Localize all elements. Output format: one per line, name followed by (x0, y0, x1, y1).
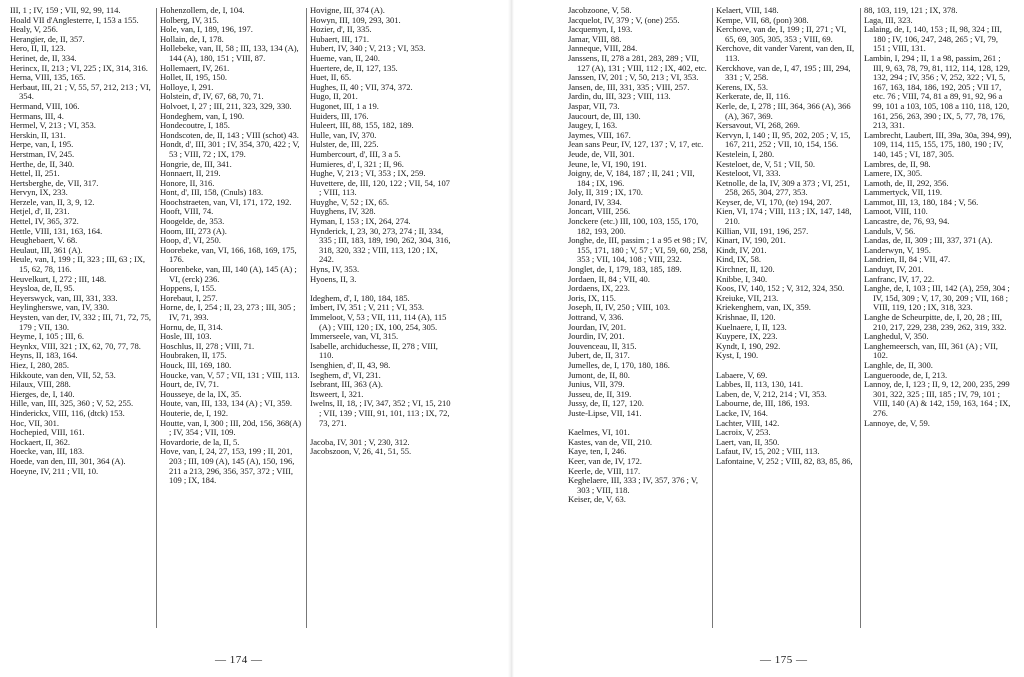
right-page-column-3 (864, 6, 1012, 644)
index-entry: Kindt, IV, 201. (716, 244, 767, 255)
index-entry: Hulster, de, III, 225. (310, 139, 379, 150)
index-entry: Kaelmes, VI, 101. (568, 427, 630, 438)
index-entry: Kastes, van de, VII, 210. (568, 436, 653, 447)
index-entry: Hoorenbeke, van, III, 140 (A), 145 (A) ; VI, (erck) 236. (160, 264, 299, 284)
index-entry: Isabelle, archiduchesse, II, 278 ; VIII, 110. (310, 340, 441, 361)
index-entry: Kesteloot, VI, 333. (716, 168, 781, 179)
index-entry: Hyoens, II, 3. (310, 273, 357, 284)
index-entry: Hohenzollern, de, I, 104. (160, 5, 245, 15)
index-entry: Holberg, IV, 315. (160, 14, 219, 25)
index-entry: Kempe, VII, 68, (pon) 308. (716, 14, 809, 25)
index-entry: Holstein, d', IV, 67, 68, 70, 71. (160, 91, 264, 102)
index-entry: Hiez, I, 280, 285. (10, 359, 70, 370)
index-entry: Huet, II, 65. (310, 72, 352, 83)
index-entry: Heynkx, VIII, 321 ; IX, 62, 70, 77, 78. (10, 340, 141, 351)
index-entry: Joncart, VIII, 256. (568, 206, 631, 217)
index-entry: Hilaux, VIII, 288. (10, 379, 71, 390)
index-entry: Hettle, VIII, 131, 163, 164. (10, 225, 103, 236)
index-entry: Jardin, du, III, 323 ; VIII, 113. (568, 91, 671, 102)
index-entry: III, 1 ; IV, 159 ; VII, 92, 99, 114. (10, 5, 121, 15)
index-entry: Jonckere (etc.) III, 100, 103, 155, 170, 182, 193, 200. (568, 216, 701, 236)
right-page (516, 0, 1016, 677)
index-entry: Humbercourt, d', III, 3 a 5. (310, 148, 401, 159)
index-entry: Hoeyne, IV, 211 ; VII, 10. (10, 465, 99, 476)
index-entry: Jeude, de, VII, 301. (568, 148, 635, 159)
index-entry: Kuypere, IX, 223. (716, 331, 778, 342)
index-entry: Lalaing, de, I, 140, 153 ; II, 98, 324 ; III, 180 ; IV, 106, 247, 248, 265 ; VI, 79, 151 ; VIII, 131. (864, 24, 1004, 54)
index-entry: Kestelein, I, 280. (716, 148, 775, 159)
index-entry: Hugonet, III, 1 a 19. (310, 100, 379, 111)
index-entry: Kerckhove, van de, I, 47, 195 ; III, 294, 331 ; V, 258. (716, 62, 853, 83)
index-entry: Knibbe, I, 340. (716, 273, 768, 284)
index-entry: Hughes, II, 40 ; VII, 374, 372. (310, 81, 413, 92)
index-entry: Kerens, IX, 53. (716, 81, 768, 92)
index-entry: Hole, van, I, 189, 196, 197. (160, 24, 253, 35)
index-entry: Kelaert, VIII, 148. (716, 5, 779, 15)
index-entry: Lamoth, de, II, 292, 356. (864, 177, 949, 188)
index-entry: Isebrant, III, 363 (A). (310, 379, 383, 390)
index-entry: Kien, VI, 174 ; VIII, 113 ; IX, 147, 148, 210. (716, 206, 854, 227)
index-entry: Hornu, de, II, 314. (160, 321, 223, 332)
index-entry: Keerle, de, VIII, 117. (568, 465, 641, 476)
index-entry: Keyser, de, VI, 170, (te) 194, 207. (716, 196, 832, 207)
index-entry: Lambin, I, 294 ; II, 1 a 98, passim, 261 ; III, 9, 63, 78, 79, 81, 112, 114, 128, 129, 132, 294 ; IV, 356 ; V, 252, 322 ; VI, 5, 167, 163, 184, 186, 192, 205 ; VII 17, etc. 76 ; VIII, 74, 81 a 89, 91, 92, 96 a 99, 101 a 103, 105, 108 a 110, 118, 120, 161, 256, 263, 390 ; IX, 5, 77, 78, 176, 213, 331. (864, 52, 1012, 131)
index-entry: Hondt, d', III, 301 ; IV, 354, 370, 422 ; V, 53 ; VIII, 72 ; IX, 179. (160, 139, 302, 159)
index-entry: Jacoba, IV, 301 ; V, 230, 312. (310, 436, 410, 447)
index-entry: Hyman, I, 153 ; IX, 264, 274. (310, 216, 411, 227)
index-entry: Lannoye, de, V, 59. (864, 417, 930, 428)
left-page (10, 0, 506, 677)
index-entry: Jordaen, II, 84 ; VII, 40. (568, 273, 650, 284)
index-entry: Keer, van de, IV, 172. (568, 455, 642, 466)
index-entry: Hermans, III, 4. (10, 110, 64, 121)
index-entry: Jumont, de, II, 80. (568, 369, 630, 380)
index-entry: Hoede, van den, III, 301, 364 (A). (10, 455, 126, 466)
index-entry: Laert, van, II, 350. (716, 436, 780, 447)
index-entry: Holvoet, I, 27 ; III, 211, 323, 329, 330. (160, 100, 292, 111)
index-entry: Langhe de Scheurpitte, de, I, 20, 28 ; III, 210, 217, 229, 238, 239, 262, 319, 332. (864, 312, 1007, 332)
index-entry: Hoppens, I, 155. (160, 283, 217, 294)
index-entry: Heyerswyck, van, III, 331, 333. (10, 292, 118, 303)
index-entry: Hourt, de, IV, 71. (160, 379, 219, 390)
index-entry: Jubert, de, II, 317. (568, 350, 630, 361)
index-entry: Lammertyck, VII, 119. (864, 187, 942, 198)
index-entry: Laga, III, 323. (864, 14, 913, 25)
index-entry: Hondeghem, van, I, 190. (160, 110, 245, 121)
index-entry: Hongrie, de, III, 341. (160, 158, 232, 169)
index-entry: Hozier, d', II, 335. (310, 24, 372, 35)
index-entry: Kervyn, I, 140 ; II, 95, 202, 205 ; V, 15, 167, 211, 252 ; VII, 10, 154, 156. (716, 129, 853, 150)
index-entry: Jouvenceau, II, 315. (568, 340, 637, 351)
index-entry: Immeloot, V, 53 ; VII, 111, 114 (A), 115 (A) ; VIII, 120 ; IX, 100, 254, 305. (310, 312, 449, 332)
index-entry: Landerwyn, V, 195. (864, 244, 931, 255)
index-entry: Jacobzoone, V, 58. (568, 5, 632, 15)
index-entry: Lachter, VIII, 142. (716, 417, 780, 428)
index-entry: Hoogelde, de, 353. (160, 216, 225, 227)
index-entry: Lancastre, de, 76, 93, 94. (864, 216, 950, 227)
index-entry: Hueme, van, II, 240. (310, 52, 380, 63)
book-gutter (508, 0, 514, 677)
index-entry: Howyn, III, 109, 293, 301. (310, 14, 401, 25)
index-entry: Heughebaert, V. 68. (10, 235, 78, 246)
index-entry: Jonglet, de, I, 179, 183, 185, 189. (568, 264, 682, 275)
index-entry: Hierges, de, I, 140. (10, 388, 75, 399)
index-entry: Langhle, de, II, 300. (864, 359, 933, 370)
index-entry: Hont, d', III, 158, (Cnuls) 183. (160, 187, 264, 198)
index-entry: Herincx, II, 213 ; VI, 225 ; IX, 314, 316. (10, 62, 148, 73)
index-entry: Hervyn, IX, 233. (10, 187, 68, 198)
index-entry: Heuvelkurt, I, 272 ; III, 148. (10, 273, 107, 284)
index-entry: Kerchove, dit vander Varent, van den, II, 113. (716, 43, 857, 63)
index-entry: Joris, IX, 115. (568, 292, 616, 303)
index-entry: Joseph, II, IV, 250 ; VIII, 103. (568, 302, 670, 313)
index-entry: Hoorebeke, van, VI, 166, 168, 169, 175, 176. (160, 244, 299, 265)
index-entry: Jacquemyn, I, 193. (568, 24, 633, 35)
index-entry: Juste-Lipse, VII, 141. (568, 407, 642, 418)
index-entry: Jusseu, de, II, 319. (568, 388, 632, 399)
index-entry: Hoc, VII, 301. (10, 417, 60, 428)
index-entry: Janssens, II, 278 a 281, 283, 289 ; VII, 127 (A), 131 ; VIII, 112 ; IX, 402, etc. (568, 52, 707, 73)
index-entry: Jeune, le, VI, 190, 191. (568, 158, 647, 169)
index-entry: Hertsberghe, de, VII, 317. (10, 177, 99, 188)
index-entry: Landrien, II, 84 ; VII, 47. (864, 254, 951, 265)
index-entry: Jacquelot, IV, 379 ; V, (one) 255. (568, 14, 680, 25)
index-entry: Koos, IV, 140, 152 ; V, 312, 324, 350. (716, 283, 845, 294)
index-entry: Janssen, IV, 201 ; V, 50, 213 ; VI, 353. (568, 72, 699, 83)
index-entry: Hollain, de, I, 178. (160, 33, 224, 44)
index-entry: Housseye, de la, IX, 35. (160, 388, 242, 399)
index-entry: Herbaut, III, 21 ; V, 55, 57, 212, 213 ; VI, 354. (10, 81, 153, 102)
index-entry: Jottrand, V, 336. (568, 312, 624, 322)
index-entry: Hollemaert, IV, 261. (160, 62, 230, 73)
index-entry: Kaye, ten, I, 246. (568, 446, 627, 457)
index-entry: Lacroix, V, 253. (716, 427, 771, 438)
index-entry: Jansen, de, III, 331, 335 ; VIII, 257. (568, 81, 690, 92)
index-entry: Kreiuke, VII, 213. (716, 292, 779, 303)
index-entry: Langhe, de, I, 103 ; III, 142 (A), 259, 304 ; IV, 15d, 309 ; V, 17, 30, 209 ; VII, 168 ; VIII, 119, 120 ; IX, 318, 323. (864, 283, 1012, 313)
index-entry: Hoald VII d'Anglesterre, I, 153 a 155. (10, 14, 139, 25)
index-entry: Herthe, de, II, 340. (10, 158, 75, 169)
index-entry: Huyghens, IV, 328. (310, 206, 376, 217)
index-entry: Hochepied, VIII, 161. (10, 427, 85, 438)
index-entry: Jean sans Peur, IV, 127, 137 ; V, 17, etc. (568, 139, 704, 150)
index-entry: Kinart, IV, 190, 201. (716, 235, 786, 246)
index-entry: Heyme, I, 105 ; III, 6. (10, 331, 85, 342)
index-entry: Keghelaere, III, 333 ; IV, 357, 376 ; V, 303 ; VIII, 118. (568, 475, 701, 495)
right-page-column-2 (716, 6, 856, 644)
index-entry: Krishnae, II, 120. (716, 312, 776, 322)
index-entry: Hoschlus, II, 278 ; VIII, 71. (160, 340, 255, 351)
index-entry: Ketnolle, de la, IV, 309 a 373 ; VI, 251, 258, 265, 304, 277, 353. (716, 177, 852, 198)
index-entry: Hikkoute, van den, VII, 52, 53. (10, 369, 116, 380)
index-entry: Hero, II, II, 123. (10, 43, 66, 54)
index-entry: Jourdin, IV, 201. (568, 331, 625, 342)
index-entry: Herna, VIII, 135, 165. (10, 72, 86, 83)
index-entry: Kriekenghem, van, IX, 359. (716, 302, 811, 313)
index-entry: Iwelns, II, 18, ; IV, 347, 352 ; VI, 15, 210 ; VII, 139 ; VIII, 91, 101, 113 ; IX, 72, 73, 271. (310, 398, 453, 428)
right-page-column-1 (568, 6, 708, 644)
index-entry: Lambrecht, Laubert, III, 39a, 30a, 394, 99), 109, 114, 115, 155, 175, 180, 190 ; IV, 140, 145 ; VI, 187, 305. (864, 129, 1014, 159)
index-entry: Kerle, de, I, 278 ; III, 364, 366 (A), 366 (A), 367, 369. (716, 100, 853, 121)
index-entry: Hoop, d', VI, 250. (160, 235, 221, 246)
index-entry: Kyst, I, 190. (716, 350, 759, 361)
index-entry: Kuelnaere, I, II, 123. (716, 321, 787, 332)
index-entry: Killian, VII, 191, 196, 257. (716, 225, 809, 236)
index-entry: Hille, van, III, 325, 360 ; V, 52, 255. (10, 398, 134, 409)
index-entry: Junius, VII, 379. (568, 379, 625, 390)
index-entry: Heysloa, de, II, 95. (10, 283, 75, 294)
index-entry: Jonard, IV, 334. (568, 196, 622, 207)
index-entry: Hettel, IV, 365, 372. (10, 216, 79, 227)
index-entry: Jaspar, VII, 73. (568, 100, 620, 111)
index-entry: Herzele, van, II, 3, 9, 12. (10, 196, 95, 207)
index-entry: Joigny, de, V, 184, 187 ; II, 241 ; VII, 184 ; IX, 196. (568, 168, 697, 188)
index-entry: Lafaut, IV, 15, 202 ; VIII, 113. (716, 446, 820, 457)
index-entry: Hulle, van, IV, 370. (310, 129, 377, 140)
index-entry: Langhedul, V, 350. (864, 331, 929, 342)
index-entry: Honore, II, 316. (160, 177, 215, 188)
index-entry: Hooft, VIII, 74. (160, 206, 214, 217)
index-entry: Hosle, III, 103. (160, 331, 212, 342)
index-entry: Herstman, IV, 245. (10, 148, 75, 159)
index-entry: Herangier, de, II, 357. (10, 33, 85, 44)
index-entry: Jacobszoon, V, 26, 41, 51, 55. (310, 446, 412, 457)
index-entry: Hinderickx, VIII, 116, (dtck) 153. (10, 407, 125, 418)
index-entry: Houcke, van, V, 57 ; VII, 131 ; VIII, 113. (160, 369, 300, 380)
index-entry: Houtte, van, I, 300 ; III, 20d, 156, 368(A) ; IV, 354 ; VII, 109. (160, 417, 304, 438)
index-entry: Hondscoten, de, II, 143 ; VIII (schot) 43. (160, 129, 299, 140)
index-entry: Jourdan, IV, 201. (568, 321, 626, 332)
index-entry: Hollebeke, van, II, 58 ; III, 133, 134 (A), 144 (A), 180, 151 ; VIII, 87. (160, 43, 301, 63)
index-entry: Lacke, IV, 164. (716, 407, 768, 418)
index-entry: Herskin, II, 131. (10, 129, 66, 140)
index-entry: Kyndt, I, 190, 292. (716, 340, 781, 351)
index-entry: Horne, de, I, 254 ; II, 23, 273 ; III, 305 ; IV, 71, 393. (160, 302, 298, 322)
index-entry: Houck, III, 169, 180. (160, 359, 232, 370)
index-entry: Hettel, II, 251. (10, 168, 60, 179)
index-entry: Imbert, IV, 351 ; V, 211 ; VI, 353. (310, 302, 425, 313)
index-entry: Hughe, V, 213 ; VI, 353 ; IX, 259. (310, 168, 426, 179)
column-rule (860, 8, 861, 628)
index-entry: Iseghem, d', VI, 231. (310, 369, 381, 380)
index-entry: Huiders, III, 176. (310, 110, 369, 121)
index-entry: Langhemeersch, van, III, 361 (A) ; VII, 102. (864, 340, 1001, 361)
index-entry: Landuyt, IV, 201. (864, 264, 924, 275)
index-entry: Horebaut, I, 257. (160, 292, 218, 303)
index-entry: Holloye, I, 291. (160, 81, 214, 92)
index-entry: Hoochstraeten, van, VI, 171, 172, 192. (160, 196, 292, 207)
left-page-number: — 174 — (215, 654, 263, 666)
index-entry: Humieres, d', I, 321 ; II, 96. (310, 158, 404, 169)
index-entry: Langueroode, de, I, 213. (864, 369, 948, 380)
index-entry: Kind, IX, 58. (716, 254, 761, 265)
index-entry: Hovardorie, de la, II, 5. (160, 436, 240, 447)
column-rule (156, 8, 157, 628)
index-entry: Herpe, van, I, 195. (10, 139, 74, 150)
index-entry: Isenghien, d', II, 43, 98. (310, 359, 391, 370)
index-entry: Lamoot, VIII, 110. (864, 206, 928, 217)
index-entry: Lanfranc, IV, 17, 22. (864, 273, 935, 284)
index-entry: Heyns, II, 183, 164. (10, 350, 78, 361)
index-entry: Heulaut, III, 361 (A). (10, 244, 83, 255)
index-entry: Labourne, de, III, 186, 193. (716, 398, 810, 409)
column-rule (712, 8, 713, 628)
index-entry: Jaucourt, de, III, 130. (568, 110, 641, 121)
left-page-column-3 (310, 6, 452, 644)
index-entry: Hockaert, II, 362. (10, 436, 70, 447)
index-entry: Jaugey, I, 163. (568, 120, 618, 131)
index-entry: Houbraken, II, 175. (160, 350, 227, 361)
index-entry: Houte, van, III, 133, 134 (A) ; VI, 359. (160, 398, 292, 409)
index-entry: Hermel, V, 213 ; VI, 353. (10, 120, 96, 131)
index-entry: Herinet, de, II, 334. (10, 52, 77, 63)
index-entry: Lammot, III, 13, 180, 184 ; V, 56. (864, 196, 979, 207)
index-entry: Lambres, de, II, 98. (864, 158, 931, 169)
index-entry: Huleert, III, 88, 155, 182, 189. (310, 120, 414, 131)
index-entry: Jordaens, IX, 223. (568, 283, 630, 294)
index-entry: Lafontaine, V, 252 ; VIII, 82, 83, 85, 86, (716, 455, 853, 466)
index-entry: Immerseele, van, VI, 315. (310, 331, 399, 342)
index-entry: Jonghe, de, III, passim ; 1 a 95 et 98 ; IV, 155, 171, 180 ; V, 57 ; VI, 59, 60, 258, 353 ; VII, 104, 108 ; VIII, 232. (568, 235, 710, 265)
index-entry: Hove, van, I, 24, 27, 153, 199 ; II, 201, 203 ; III, 109 (A), 145 (A), 150, 196, 211 a 213, 296, 356, 357, 372 ; VIII, 109 ; IX, 184. (160, 446, 297, 486)
index-entry: Joly, II, 319 ; IX, 170. (568, 187, 643, 198)
index-entry: Hovigne, III, 374 (A). (310, 5, 385, 15)
index-entry: Lannoy, de, I, 123 ; II, 9, 12, 200, 235, 299 301, 322, 325 ; III, 185 ; IV, 79, 101 ; VIII, 140 (A) & 142, 159, 163, 164 ; IX, 276. (864, 379, 1013, 418)
index-entry: Hondecoutre, I, 185. (160, 120, 230, 131)
index-entry: Landas, de, II, 309 ; III, 337, 371 (A). (864, 235, 993, 246)
index-entry: Heylingherswe, van, IV, 330. (10, 302, 109, 313)
left-page-column-2 (160, 6, 302, 644)
index-entry: Ideghem, d', I, 180, 184, 185. (310, 292, 410, 303)
index-entry: Hynderick, I, 23, 30, 273, 274 ; II, 334, 335 ; III, 183, 189, 190, 262, 304, 316, 318, 320, 332 ; VIII, 113, 120 ; IX, 242. (310, 225, 453, 265)
index-entry: Jumelles, de, I, 170, 180, 186. (568, 359, 670, 370)
index-entry: Janneque, VIII, 284. (568, 43, 638, 54)
right-page-number: — 175 — (760, 654, 808, 666)
index-entry: Hubaert, III, 171. (310, 33, 369, 44)
index-entry: Kesteloet, de, V, 51 ; VII, 50. (716, 158, 815, 169)
index-entry: Kirchner, II, 120. (716, 264, 775, 275)
index-entry: Jamar, VIII, 88. (568, 33, 622, 44)
index-entry: Healy, V, 256. (10, 24, 58, 35)
index-entry: Heysten, van der, IV, 332 ; III, 71, 72, 75, 179 ; VII, 130. (10, 312, 154, 332)
index-entry: Labbes, II, 113, 130, 141. (716, 379, 803, 390)
index-entry: 88, 103, 119, 121 ; IX, 378. (864, 5, 958, 15)
index-entry: Laben, de, V, 212, 214 ; VI, 353. (716, 388, 827, 399)
left-page-column-1 (10, 6, 152, 644)
index-entry: Hoecke, van, III, 183. (10, 446, 85, 457)
index-entry: Kersavout, VI, 268, 269. (716, 120, 800, 131)
index-entry: Hugo, II, 201. (310, 91, 358, 102)
column-rule (306, 8, 307, 628)
index-entry: Hubert, IV, 340 ; V, 213 ; VI, 353. (310, 43, 426, 54)
index-entry: Kerchove, van de, I, 199 ; II, 271 ; VI, 65, 69, 305, 305, 353 ; VIII, 69. (716, 24, 849, 44)
index-entry: Heule, van, I, 199 ; II, 323 ; III, 63 ; IX, 15, 62, 78, 116. (10, 254, 148, 275)
index-entry: Hermand, VIII, 106. (10, 100, 80, 111)
index-entry: Landuls, V, 56. (864, 225, 916, 236)
index-entry: Hollet, II, 195, 150. (160, 72, 227, 83)
index-entry: Jaymes, VIII, 167. (568, 129, 631, 140)
index-entry: Honnaert, II, 219. (160, 168, 221, 179)
index-entry: Itsweert, I, 321. (310, 388, 364, 399)
index-entry: Houterie, de, I, 192. (160, 407, 228, 418)
index-entry: Huyghe, V, 52 ; IX, 65. (310, 196, 389, 207)
index-entry: Huertere, de, II, 127, 135. (310, 62, 398, 73)
index-entry: Lamere, IX, 305. (864, 168, 923, 179)
index-entry: Kerkerate, de, II, 116. (716, 91, 791, 102)
index-entry: Hetjel, d', II, 231. (10, 206, 70, 217)
index-entry: Huvettere, de, III, 120, 122 ; VII, 54, 107 ; VIII, 113. (310, 177, 453, 198)
index-entry: Jussy, de, II, 127, 120. (568, 398, 644, 409)
index-entry: Keiser, de, V, 63. (568, 494, 626, 505)
index-entry: Labaere, V, 69. (716, 369, 768, 380)
index-entry: Hoom, III, 273 (A). (160, 225, 227, 236)
index-entry: Hyns, IV, 353. (310, 264, 360, 275)
